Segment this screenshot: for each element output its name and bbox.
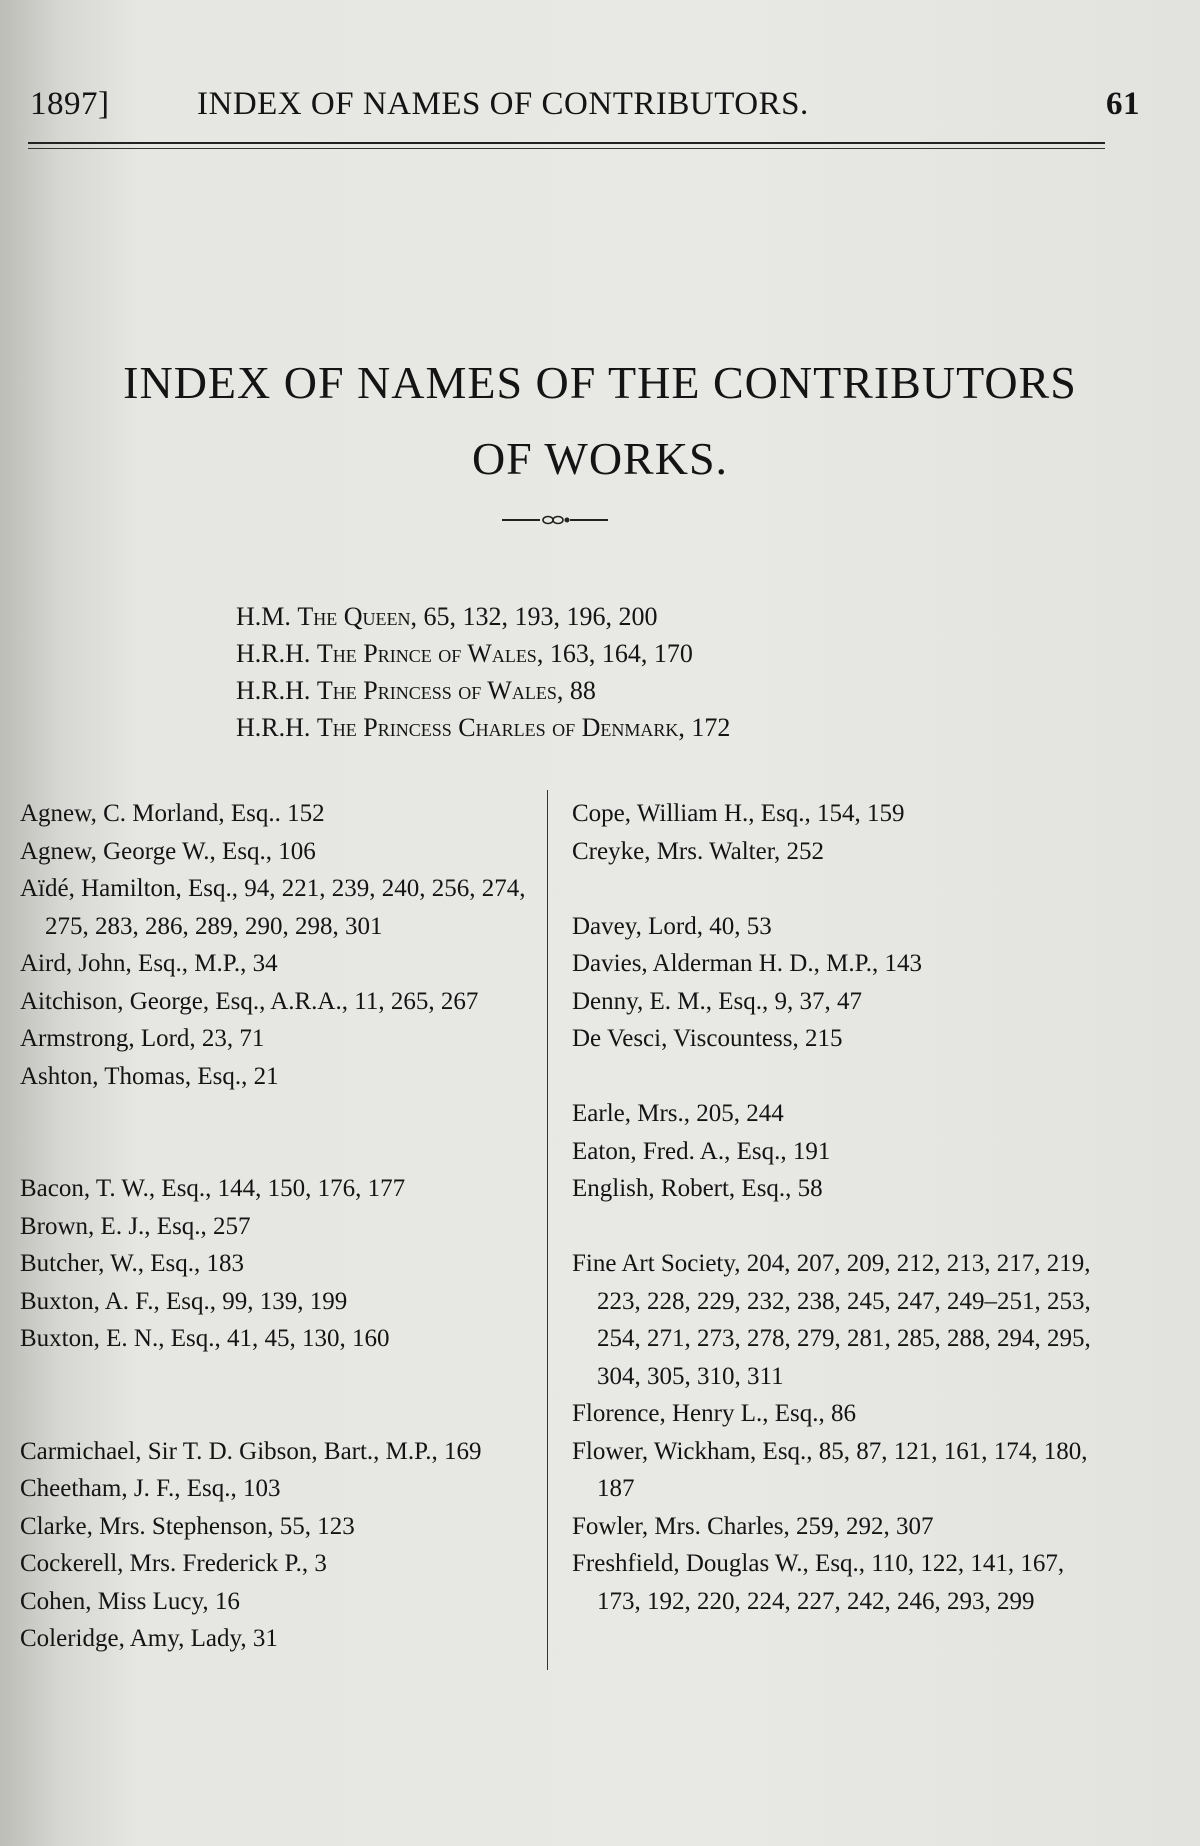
index-entry: Fowler, Mrs. Charles, 259, 292, 307 [572,1512,934,1540]
running-head-year: 1897] [30,86,110,122]
royal-contributors [236,598,730,746]
royal-entry [236,635,730,672]
index-entry: Freshfield, Douglas W., Esq., 110, 122, 141, 167, 173, 192, 220, 224, 227, 242, 246, 293, 299 [572,1550,1065,1615]
ornament-divider [500,513,610,527]
index-entry: Brown, E. J., Esq., 257 [20,1212,251,1240]
index-entry: English, Robert, Esq., 58 [572,1175,823,1202]
royal-name: The Princess Charles of Denmark, [316,713,685,742]
index-entry: Carmichael, Sir T. D. Gibson, Bart., M.P., 169 [20,1437,482,1465]
running-head [30,86,1140,126]
index-entry: Cockerell, Mrs. Frederick P., 3 [20,1550,327,1577]
page-number: 61 [1106,86,1140,122]
main-title [60,345,1140,497]
section-gap [572,870,1102,908]
main-title-line-2: OF WORKS. [471,433,729,484]
index-entry: Flower, Wickham, Esq., 85, 87, 121, 161, 174, 180, 187 [572,1437,1088,1502]
index-entry: Agnew, George W., Esq., 106 [20,837,316,865]
royal-name: The Princess of Wales, [316,676,564,705]
royal-name: The Prince of Wales, [316,639,544,668]
index-entry: Clarke, Mrs. Stephenson, 55, 123 [20,1512,355,1540]
column-divider [547,790,548,1670]
index-entry: Fine Art Society, 204, 207, 209, 212, 213, 217, 219, 223, 228, 229, 232, 238, 245, 247, 249–251, 253, 254, 271, 273, 278, 279, 281, 285, 288, 294, 295, 304, 305, 310, 311 [572,1250,1091,1390]
index-entry: Denny, E. M., Esq., 9, 37, 47 [572,987,863,1015]
header-rule-thin [28,148,1105,149]
section-gap [20,1358,540,1396]
index-entry: Buxton, A. F., Esq., 99, 139, 199 [20,1287,348,1315]
index-entry: Cope, William H., Esq., 154, 159 [572,800,905,827]
main-title-line-1: INDEX OF NAMES OF THE CONTRIBUTORS [123,357,1077,408]
section-gap [572,1208,1102,1246]
index-entry: Cohen, Miss Lucy, 16 [20,1587,240,1615]
royal-pages: 88 [569,676,596,705]
index-entry: Aitchison, George, Esq., A.R.A., 11, 265, 267 [20,987,479,1015]
index-column-left [20,795,540,1658]
index-entry: Florence, Henry L., Esq., 86 [572,1400,856,1427]
royal-prefix: H.M. [236,602,291,631]
index-entry: Davies, Alderman H. D., M.P., 143 [572,950,922,977]
royal-entry [236,598,730,635]
index-entry: Davey, Lord, 40, 53 [572,912,772,940]
index-entry: Earle, Mrs., 205, 244 [572,1100,784,1127]
running-head-title: INDEX OF NAMES OF CONTRIBUTORS. [197,86,809,122]
section-gap [20,1133,540,1171]
index-entry: Agnew, C. Morland, Esq.. 152 [20,800,325,827]
index-column-right [572,795,1102,1620]
royal-prefix: H.R.H. [236,676,311,705]
index-entry: Butcher, W., Esq., 183 [20,1250,244,1277]
index-entry: Coleridge, Amy, Lady, 31 [20,1625,278,1652]
royal-pages: 163, 164, 170 [549,639,693,668]
royal-entry [236,672,730,709]
index-entry: De Vesci, Viscountess, 215 [572,1025,843,1052]
index-entry: Eaton, Fred. A., Esq., 191 [572,1137,831,1165]
index-entry: Bacon, T. W., Esq., 144, 150, 176, 177 [20,1175,406,1202]
index-entry: Cheetham, J. F., Esq., 103 [20,1475,281,1502]
index-entry: Aïdé, Hamilton, Esq., 94, 221, 239, 240, 256, 274, 275, 283, 286, 289, 290, 298, 301 [20,875,526,940]
index-entry: Creyke, Mrs. Walter, 252 [572,837,825,865]
header-rule-thick [28,142,1105,144]
index-entry: Aird, John, Esq., M.P., 34 [20,950,278,977]
section-gap [20,1095,540,1133]
index-entry: Ashton, Thomas, Esq., 21 [20,1062,279,1090]
royal-name: The Queen, [297,602,418,631]
section-gap [572,1058,1102,1096]
royal-pages: 172 [691,713,731,742]
royal-prefix: H.R.H. [236,639,311,668]
section-gap [20,1395,540,1433]
royal-pages: 65, 132, 193, 196, 200 [423,602,658,631]
royal-entry [236,709,730,746]
royal-prefix: H.R.H. [236,713,311,742]
index-entry: Armstrong, Lord, 23, 71 [20,1025,265,1052]
index-entry: Buxton, E. N., Esq., 41, 45, 130, 160 [20,1325,390,1352]
